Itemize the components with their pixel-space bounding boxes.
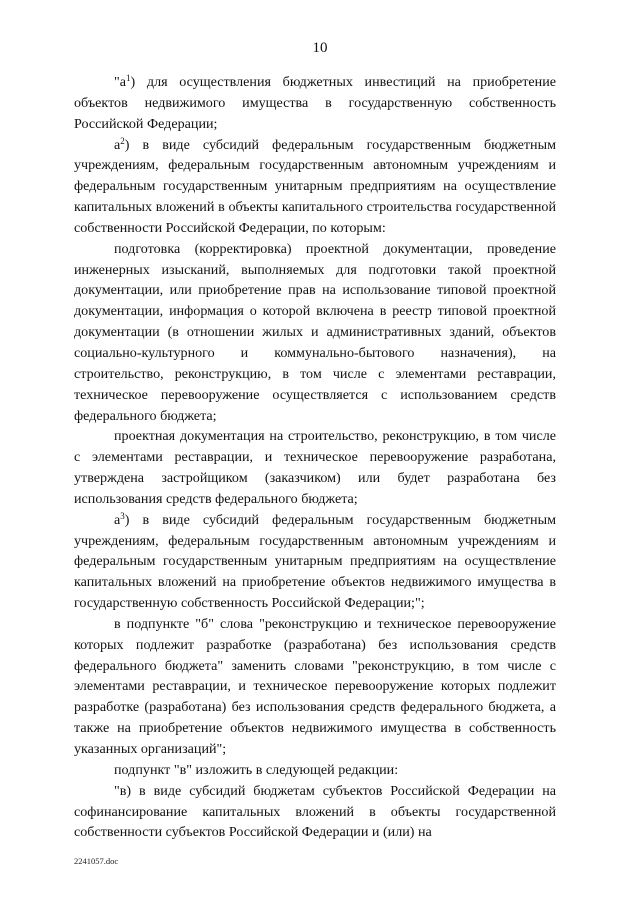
paragraph-a2	[74, 135, 556, 239]
paragraph-text: подготовка (корректировка) проектной документации, проведение инженерных изысканий, выполняемых для подготовки такой проектной документации, или приобретение прав на использование типовой проектной документации, информация о которой включена в реестр типовой проектной документации (в отношении жилых и административных зданий, объектов социально-культурного и коммунально-бытового назначения), на строительство, реконструкцию, в том числе с элементами реставрации, техническое перевооружение осуществляется с использованием средств федерального бюджета;	[74, 240, 556, 424]
paragraph-a1	[74, 72, 556, 135]
paragraph-text: проектная документация на строительство, реконструкцию, в том числе с элементами реставрации, и техническое перевооружение разработана, утверждена застройщиком (заказчиком) или будет разработана без использования средств федерального бюджета;	[74, 428, 556, 507]
paragraph-text: "в) в виде субсидий бюджетам субъектов Российской Федерации на софинансирование капитальных вложений в объекты государственной собственности субъектов Российской Федерации и (или) на	[74, 782, 556, 841]
paragraph-design-documentation	[74, 426, 556, 509]
paragraph-text: "а	[114, 74, 127, 90]
paragraph-subpoint-b	[74, 614, 556, 760]
footer-document-code: 2241057.doc	[74, 856, 119, 866]
paragraph-text: ) для осуществления бюджетных инвестиций на приобретение объектов недвижимого имущества в государственную собственность Российской Федерации;	[74, 74, 556, 132]
paragraph-design-preparation	[74, 239, 556, 427]
paragraph-text: а	[114, 511, 121, 528]
paragraph-text: а	[114, 136, 121, 153]
superscript-index: 2	[120, 135, 125, 146]
paragraph-subpoint-v-intro	[74, 760, 556, 781]
superscript-index: 1	[126, 73, 131, 83]
superscript-index: 3	[120, 510, 125, 521]
paragraph-text: ) в виде субсидий федеральным государственным бюджетным учреждениям, федеральным государственным автономным учреждениям и федеральным государственным унитарным предприятиям на осуществление капитальных вложений на приобретение объектов недвижимого имущества в государственную собственность Российской Федерации;";	[74, 511, 556, 612]
page-number: 10	[312, 40, 328, 56]
paragraph-subpoint-v	[74, 781, 556, 844]
paragraph-text: подпункт "в" изложить в следующей редакции:	[114, 761, 399, 778]
paragraph-text: в подпункте "б" слова "реконструкцию и техническое перевооружение которых подлежит разработке (разработана) без использования средств федерального бюджета" заменить словами "реконструкцию, в том числе с элементами реставрации, и техническое перевооружение которых подлежит разработке (разработана) без использования средств федерального бюджета, а также на приобретение объектов недвижимого имущества в собственность указанных организаций";	[74, 615, 556, 757]
paragraph-text: ) в виде субсидий федеральным государственным бюджетным учреждениям, федеральным государственным автономным учреждениям и федеральным государственным унитарным предприятиям на осуществление капитальных вложений в объекты капитального строительства государственной собственности Российской Федерации, по которым:	[74, 136, 556, 236]
document-body	[74, 72, 556, 843]
paragraph-a3	[74, 510, 556, 614]
